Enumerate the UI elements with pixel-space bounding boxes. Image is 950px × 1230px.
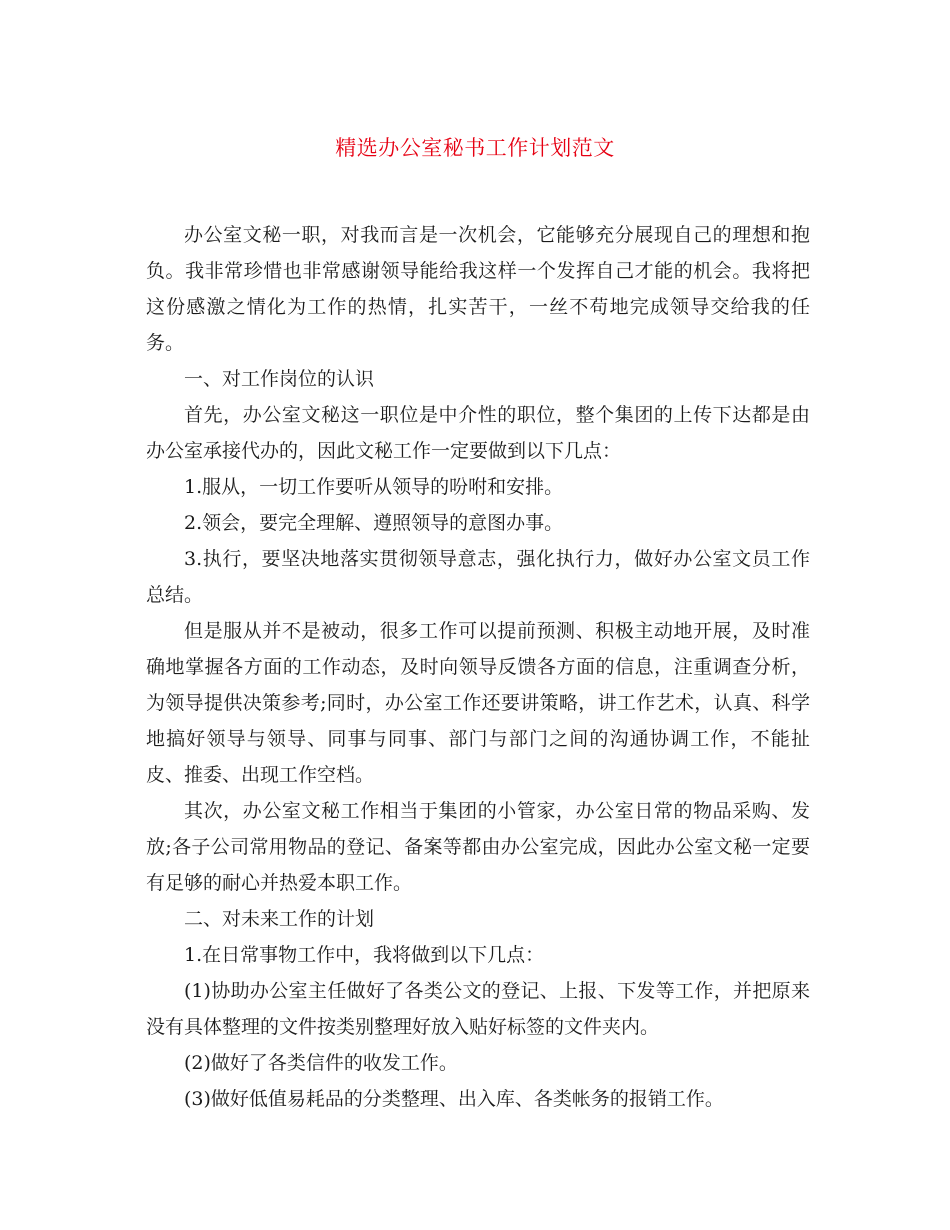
list-item: (3)做好低值易耗品的分类整理、出入库、各类帐务的报销工作。	[184, 1088, 724, 1110]
paragraph: 其次，办公室文秘工作相当于集团的小管家，办公室日常的物品采购、发放;各子公司常用物品的登记、备案等都由办公室完成，因此办公室文秘一定要有足够的耐心并热爱本职工作。	[146, 800, 810, 894]
heading-section-1: 一、对工作岗位的认识	[184, 368, 375, 390]
paragraph: 首先，办公室文秘这一职位是中介性的职位，整个集团的上传下达都是由办公室承接代办的，因此文秘工作一定要做到以下几点：	[146, 404, 810, 462]
document-body	[146, 217, 810, 1117]
list-item: (1)协助办公室主任做好了各类公文的登记、上报、下发等工作，并把原来没有具体整理的文件按类别整理好放入贴好标签的文件夹内。	[146, 980, 810, 1038]
list-item: 1.服从，一切工作要听从领导的吩咐和安排。	[184, 476, 564, 498]
paragraph-intro: 办公室文秘一职，对我而言是一次机会，它能够充分展现自己的理想和抱负。我非常珍惜也非常感谢领导能给我这样一个发挥自己才能的机会。我将把这份感激之情化为工作的热情，扎实苦干，一丝不苟地完成领导交给我的任务。	[146, 224, 810, 354]
list-item: 3.执行，要坚决地落实贯彻领导意志，强化执行力，做好办公室文员工作总结。	[146, 548, 810, 606]
paragraph: 但是服从并不是被动，很多工作可以提前预测、积极主动地开展，及时准确地掌握各方面的工作动态，及时向领导反馈各方面的信息，注重调查分析，为领导提供决策参考;同时，办公室工作还要讲策略，讲工作艺术，认真、科学地搞好领导与领导、同事与同事、部门与部门之间的沟通协调工作，不能扯皮、推委、出现工作空档。	[146, 620, 810, 786]
heading-section-2: 二、对未来工作的计划	[184, 908, 375, 930]
list-item: 2.领会，要完全理解、遵照领导的意图办事。	[184, 512, 564, 534]
list-item: 1.在日常事物工作中，我将做到以下几点：	[184, 944, 545, 966]
list-item: (2)做好了各类信件的收发工作。	[184, 1052, 458, 1074]
document-title: 精选办公室秘书工作计划范文	[335, 136, 615, 160]
